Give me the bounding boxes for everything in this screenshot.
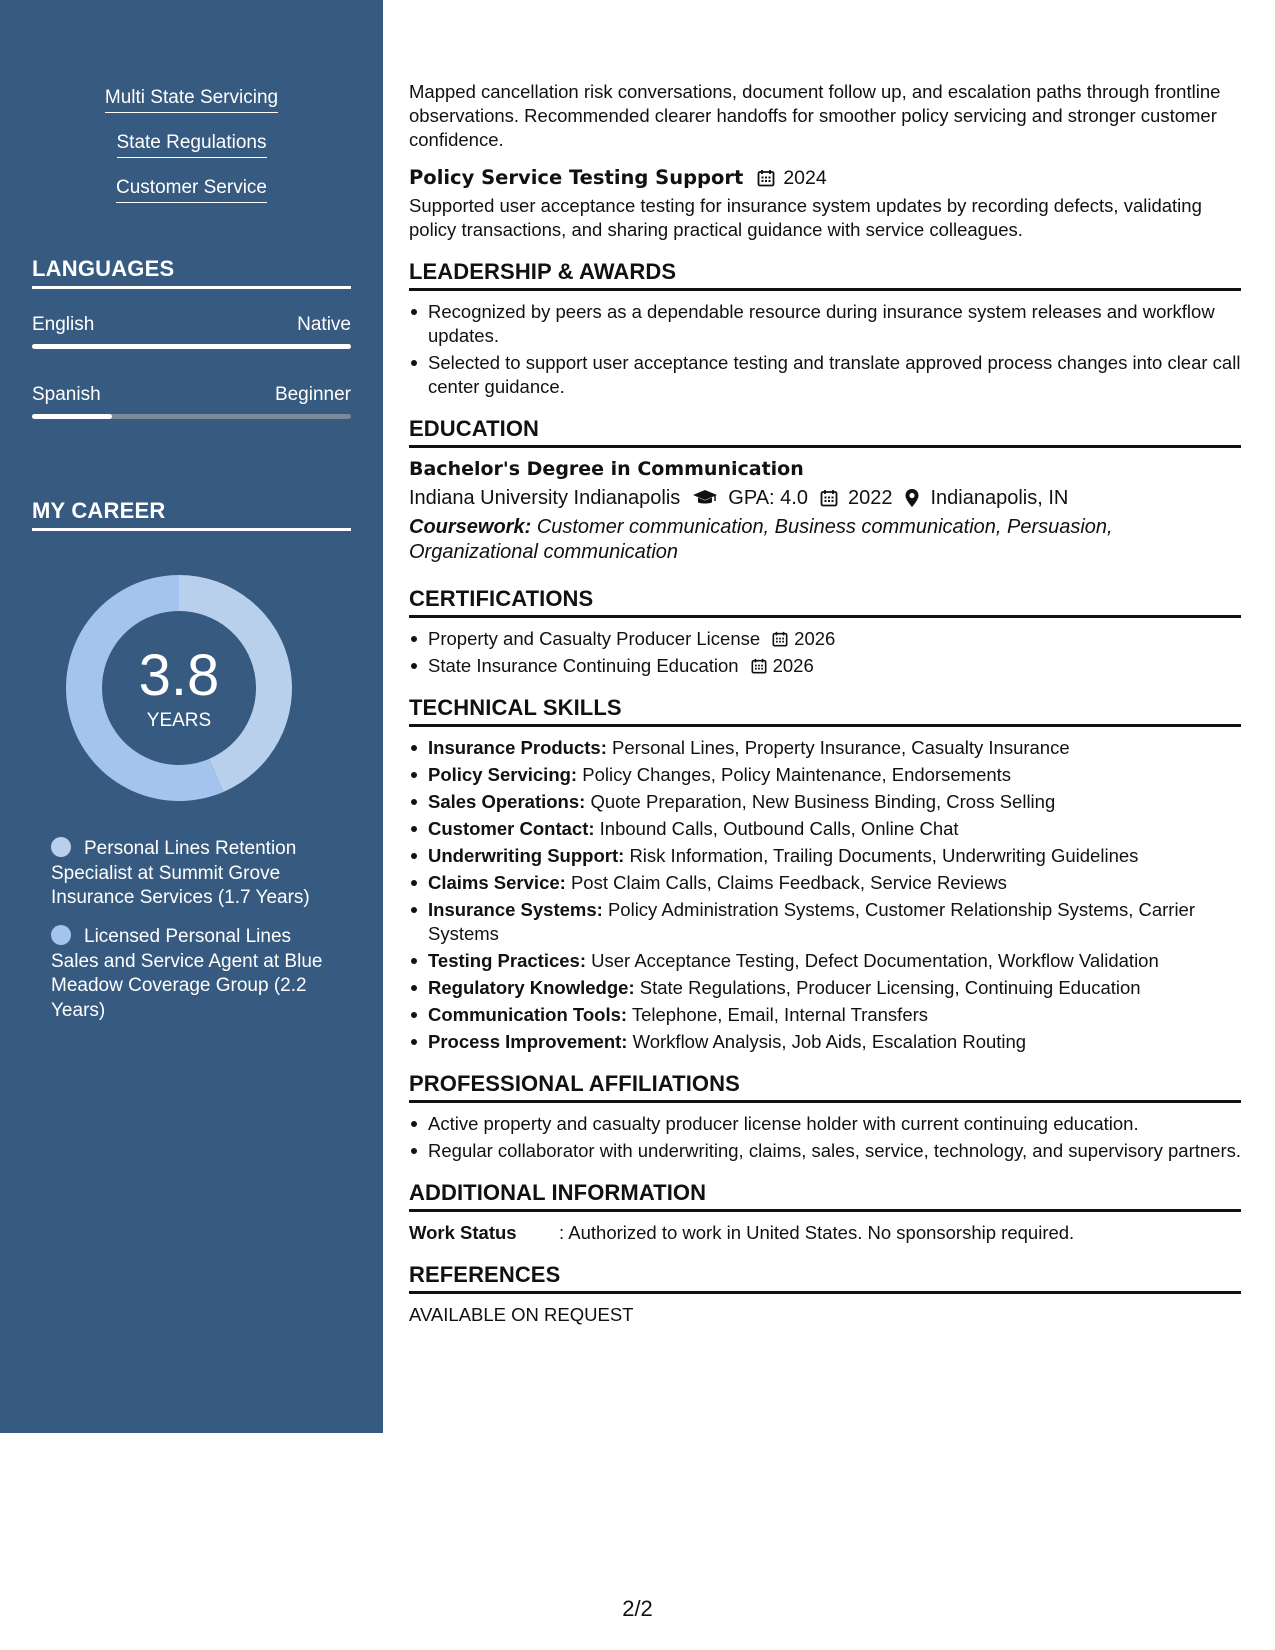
list-item — [409, 1003, 1241, 1027]
calendar-icon — [751, 658, 767, 674]
skill-values: Policy Changes, Policy Maintenance, Endorsements — [582, 764, 1012, 785]
skill-category: Claims Service: — [428, 872, 566, 893]
skill-values: Telephone, Email, Internal Transfers — [631, 1004, 929, 1025]
list-item — [409, 844, 1241, 868]
work-status-value: : Authorized to work in United States. No sponsorship required. — [559, 1222, 1075, 1243]
certification-year: 2026 — [772, 655, 814, 676]
school-location: Indianapolis, IN — [930, 487, 1069, 509]
career-heading: MY CAREER — [32, 498, 351, 531]
career-donut-chart — [66, 575, 292, 801]
skill-values: Risk Information, Trailing Documents, Underwriting Guidelines — [629, 845, 1139, 866]
affiliations-heading: PROFESSIONAL AFFILIATIONS — [409, 1072, 1241, 1103]
skill-link[interactable]: Multi State Servicing — [105, 86, 278, 113]
skill-category: Insurance Products: — [428, 737, 607, 758]
sidebar — [0, 0, 383, 1433]
career-total-years: 3.8 — [138, 643, 220, 708]
skill-category: Process Improvement: — [428, 1031, 628, 1052]
list-item — [409, 817, 1241, 841]
language-proficiency-fill — [32, 344, 351, 349]
technical-skills-list — [409, 736, 1241, 1054]
list-item — [409, 976, 1241, 1000]
language-level: Beginner — [274, 384, 351, 405]
skill-category: Customer Contact: — [428, 818, 595, 839]
degree-title: Bachelor's Degree in Communication — [409, 458, 804, 480]
skill-values: State Regulations, Producer Licensing, Continuing Education — [639, 977, 1141, 998]
certifications-list — [409, 627, 1241, 678]
skill-link[interactable]: Customer Service — [116, 176, 267, 203]
list-item — [409, 949, 1241, 973]
list-item — [409, 898, 1241, 946]
language-name: English — [32, 314, 95, 335]
skill-category: Policy Servicing: — [428, 764, 578, 785]
coursework — [409, 515, 1241, 565]
coursework-label: Coursework: — [409, 516, 532, 538]
main-content — [409, 80, 1241, 1327]
project-title-row — [409, 166, 1241, 190]
legend-dot-icon — [51, 837, 71, 857]
skill-values: Policy Administration Systems, Customer Relationship Systems, Carrier Systems — [428, 899, 1196, 944]
language-proficiency-fill — [32, 414, 112, 419]
references-heading: REFERENCES — [409, 1263, 1241, 1294]
skill-link[interactable]: State Regulations — [117, 131, 267, 158]
certification-name: Property and Casualty Producer License — [428, 628, 761, 649]
gpa: GPA: 4.0 — [728, 487, 808, 509]
skill-category: Testing Practices: — [428, 950, 586, 971]
location-pin-icon — [904, 488, 920, 508]
education-details — [409, 486, 1241, 510]
intro-paragraph: Mapped cancellation risk conversations, document follow up, and escalation paths through frontline observations. Recommended clearer handoffs for smoother policy servicing and stronger customer confidence. — [409, 81, 1221, 150]
leadership-list — [409, 300, 1241, 399]
list-item — [409, 627, 1241, 651]
project-description: Supported user acceptance testing for insurance system updates by recording defects, validating policy transactions, and sharing practical guidance with service colleagues. — [409, 195, 1202, 240]
list-item: Selected to support user acceptance testing and translate approved process changes into clear call center guidance. — [409, 351, 1241, 399]
language-name: Spanish — [32, 384, 101, 405]
graduation-cap-icon — [692, 489, 718, 507]
project-year: 2024 — [783, 167, 827, 189]
skill-category: Sales Operations: — [428, 791, 586, 812]
leadership-heading: LEADERSHIP & AWARDS — [409, 260, 1241, 291]
career-item-text: Licensed Personal Lines Sales and Service Agent at Blue Meadow Coverage Group (2.2 Years) — [51, 926, 323, 1021]
skill-list — [0, 86, 383, 221]
school-name: Indiana University Indianapolis — [409, 487, 681, 509]
coursework-text: Customer communication, Business communication, Persuasion, Organizational communication — [409, 516, 1113, 563]
skill-category: Insurance Systems: — [428, 899, 603, 920]
list-item — [409, 654, 1241, 678]
career-total-unit: YEARS — [146, 710, 212, 731]
language-proficiency-bar — [32, 414, 351, 419]
skill-values: Post Claim Calls, Claims Feedback, Service Reviews — [570, 872, 1007, 893]
list-item — [409, 871, 1241, 895]
additional-info-heading: ADDITIONAL INFORMATION — [409, 1181, 1241, 1212]
career-item-text: Personal Lines Retention Specialist at Summit Grove Insurance Services (1.7 Years) — [51, 838, 310, 908]
work-status-row — [409, 1221, 1241, 1245]
certification-name: State Insurance Continuing Education — [428, 655, 739, 676]
affiliations-list — [409, 1112, 1241, 1163]
education-heading: EDUCATION — [409, 417, 1241, 448]
list-item — [409, 736, 1241, 760]
certification-year: 2026 — [794, 628, 836, 649]
certifications-heading: CERTIFICATIONS — [409, 587, 1241, 618]
career-item — [51, 925, 331, 1023]
skill-category: Underwriting Support: — [428, 845, 625, 866]
list-item: Recognized by peers as a dependable resource during insurance system releases and workflow updates. — [409, 300, 1241, 348]
skill-category: Communication Tools: — [428, 1004, 628, 1025]
technical-skills-heading: TECHNICAL SKILLS — [409, 696, 1241, 727]
list-item — [409, 790, 1241, 814]
skill-values: Workflow Analysis, Job Aids, Escalation Routing — [632, 1031, 1027, 1052]
calendar-icon — [772, 631, 788, 647]
skill-values: User Acceptance Testing, Defect Documentation, Workflow Validation — [591, 950, 1159, 971]
skill-values: Inbound Calls, Outbound Calls, Online Chat — [599, 818, 959, 839]
references-text: AVAILABLE ON REQUEST — [409, 1304, 634, 1325]
project-title: Policy Service Testing Support — [409, 166, 744, 189]
career-item — [51, 837, 331, 911]
skill-values: Quote Preparation, New Business Binding, Cross Selling — [590, 791, 1056, 812]
calendar-icon — [820, 489, 838, 507]
list-item: Regular collaborator with underwriting, claims, sales, service, technology, and supervisory partners. — [409, 1139, 1241, 1163]
work-status-label: Work Status — [409, 1222, 517, 1243]
languages-heading: LANGUAGES — [32, 256, 351, 289]
calendar-icon — [757, 169, 775, 187]
graduation-year: 2022 — [847, 487, 893, 509]
language-level: Native — [297, 314, 351, 335]
list-item: Active property and casualty producer license holder with current continuing education. — [409, 1112, 1241, 1136]
legend-dot-icon — [51, 925, 71, 945]
page-number: 2/2 — [622, 1596, 653, 1621]
skill-values: Personal Lines, Property Insurance, Casualty Insurance — [612, 737, 1070, 758]
language-proficiency-bar — [32, 344, 351, 349]
skill-category: Regulatory Knowledge: — [428, 977, 635, 998]
list-item — [409, 763, 1241, 787]
list-item — [409, 1030, 1241, 1054]
